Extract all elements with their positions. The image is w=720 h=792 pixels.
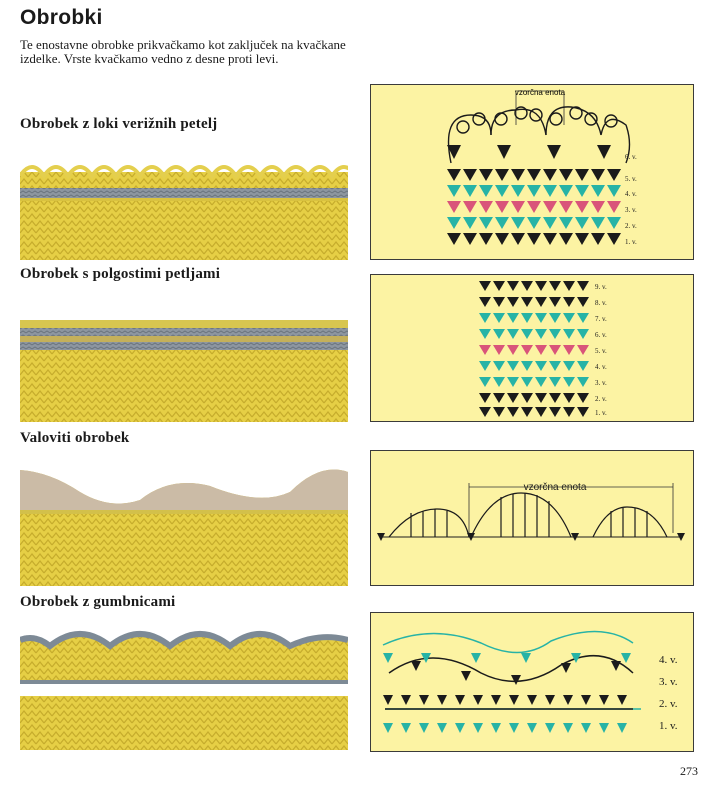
diagram-label: vzorčna enota xyxy=(514,88,566,97)
buttonhole-chart xyxy=(371,613,693,751)
photo-wavy-edging xyxy=(20,462,348,586)
photo-buttonhole-edging xyxy=(20,626,348,750)
row-label: 6. v. xyxy=(595,331,607,339)
wavy-chart xyxy=(371,451,693,585)
row-label: 2. v. xyxy=(659,698,678,710)
section-title-buttonholes: Obrobek z gumbnicami xyxy=(20,594,176,610)
row-label: 6. v. xyxy=(625,153,637,161)
row-label: 4. v. xyxy=(659,654,678,666)
half-double-chart xyxy=(371,275,693,421)
diagram-chain-loop-edging xyxy=(370,84,694,260)
row-label: 8. v. xyxy=(595,299,607,307)
section-title-chain-loops: Obrobek z loki verižnih petelj xyxy=(20,116,218,132)
row-label: 1. v. xyxy=(625,238,637,246)
diagram-label: vzorčna enota xyxy=(523,482,587,493)
row-label: 5. v. xyxy=(625,175,637,183)
photo-half-double-edging xyxy=(20,306,348,422)
photo-chain-loop-edging xyxy=(20,150,348,260)
row-label: 4. v. xyxy=(595,363,607,371)
section-title-half-double: Obrobek s polgostimi petljami xyxy=(20,266,221,282)
row-label: 9. v. xyxy=(595,283,607,291)
page-number: 273 xyxy=(680,764,698,778)
row-label: 2. v. xyxy=(625,222,637,230)
chain-loop-chart xyxy=(371,85,693,259)
row-label: 2. v. xyxy=(595,395,607,403)
row-label: 3. v. xyxy=(595,379,607,387)
row-label: 4. v. xyxy=(625,190,637,198)
diagram-half-double-edging xyxy=(370,274,694,422)
row-label: 1. v. xyxy=(595,409,607,417)
section-title-wavy: Valoviti obrobek xyxy=(20,430,130,446)
row-label: 5. v. xyxy=(595,347,607,355)
row-label: 1. v. xyxy=(659,720,678,732)
intro-text: Te enostavne obrobke prikvačkamo kot zaključek na kvačkane izdelke. Vrste kvačkamo vedno z desne proti levi. xyxy=(20,37,346,66)
row-label: 7. v. xyxy=(595,315,607,323)
page-title: Obrobki xyxy=(20,6,103,29)
diagram-wavy-edging xyxy=(370,450,694,586)
row-label: 3. v. xyxy=(625,206,637,214)
row-label: 3. v. xyxy=(659,676,678,688)
diagram-buttonhole-edging xyxy=(370,612,694,752)
